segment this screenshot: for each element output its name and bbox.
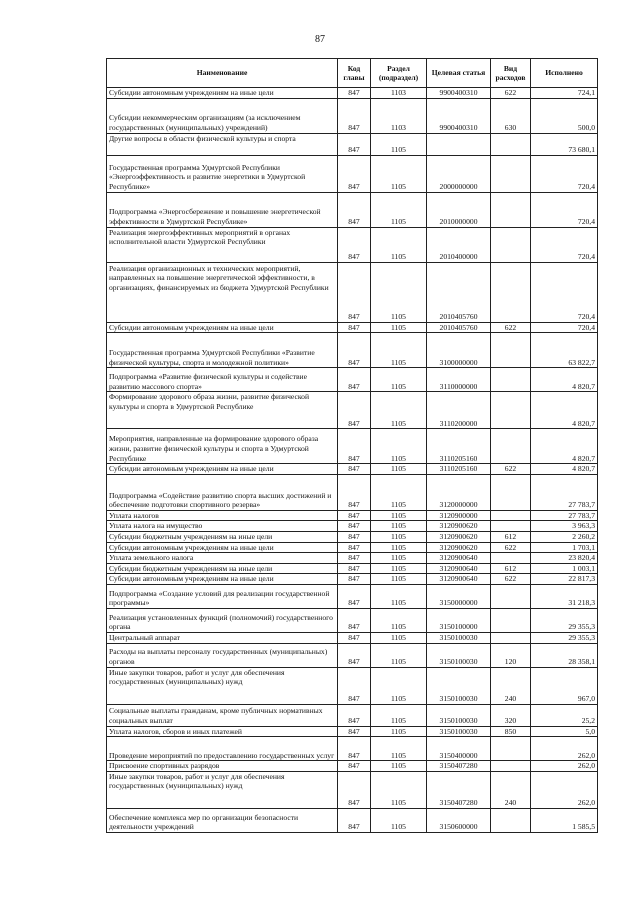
cell-name: Субсидии автономным учреждениям на иные цели	[107, 574, 338, 585]
cell-name: Обеспечение комплекса мер по организации безопасности деятельности учреждений	[107, 808, 338, 832]
cell-type	[491, 155, 531, 192]
cell-target: 3150100030	[427, 704, 491, 726]
cell-name: Уплата налога на имущество	[107, 521, 338, 532]
cell-type	[491, 227, 531, 262]
cell-executed: 1 003,1	[531, 563, 598, 574]
cell-name: Подпрограмма «Создание условий для реализации государственной программы»	[107, 584, 338, 608]
cell-name: Уплата налогов, сборов и иных платежей	[107, 726, 338, 737]
cell-executed: 29 355,3	[531, 608, 598, 632]
cell-executed: 4 820,7	[531, 429, 598, 464]
cell-type: 240	[491, 667, 531, 704]
table-row	[107, 133, 598, 155]
table-row	[107, 608, 598, 632]
cell-name: Субсидии автономным учреждениям на иные цели	[107, 322, 338, 333]
cell-executed: 262,0	[531, 771, 598, 808]
cell-executed: 720,4	[531, 322, 598, 333]
cell-executed: 1 585,5	[531, 808, 598, 832]
cell-code: 847	[338, 322, 371, 333]
cell-section: 1105	[371, 771, 427, 808]
header-type: Вид расходов	[491, 59, 531, 88]
cell-name: Подпрограмма «Развитие физической культуры и содействие развитию массового спорта»	[107, 368, 338, 392]
cell-name: Реализация организационных и технических мероприятий, направленных на повышение энергетической эффективности, в организациях, финансируемых из бюджета Удмуртской Республики	[107, 262, 338, 322]
cell-code: 847	[338, 771, 371, 808]
cell-type: 120	[491, 643, 531, 667]
cell-code: 847	[338, 227, 371, 262]
cell-name: Иные закупки товаров, работ и услуг для обеспечения государственных (муниципальных) нужд	[107, 667, 338, 704]
cell-section: 1103	[371, 98, 427, 133]
cell-code: 847	[338, 632, 371, 643]
cell-target: 3100000000	[427, 333, 491, 368]
cell-code: 847	[338, 521, 371, 532]
table-row	[107, 574, 598, 585]
cell-name: Государственная программа Удмуртской Республики «Развитие физической культуры, спорта и молодежной политики»	[107, 333, 338, 368]
cell-code: 847	[338, 510, 371, 521]
cell-name: Социальные выплаты гражданам, кроме публичных нормативных социальных выплат	[107, 704, 338, 726]
cell-code: 847	[338, 333, 371, 368]
cell-section: 1105	[371, 368, 427, 392]
cell-executed: 967,0	[531, 667, 598, 704]
cell-code: 847	[338, 262, 371, 322]
cell-code: 847	[338, 464, 371, 475]
cell-section: 1105	[371, 521, 427, 532]
table-row	[107, 429, 598, 464]
cell-type	[491, 521, 531, 532]
cell-name: Реализация установленных функций (полномочий) государственного органа	[107, 608, 338, 632]
cell-code: 847	[338, 726, 371, 737]
cell-target: 3150407280	[427, 761, 491, 772]
header-code: Код главы	[338, 59, 371, 88]
cell-target: 3150600000	[427, 808, 491, 832]
cell-executed: 720,4	[531, 227, 598, 262]
cell-target: 3150100030	[427, 726, 491, 737]
cell-name: Субсидии некоммерческим организациям (за исключением государственных (муниципальных) учреждений)	[107, 98, 338, 133]
cell-target: 2010405760	[427, 322, 491, 333]
cell-code: 847	[338, 667, 371, 704]
cell-code: 847	[338, 761, 371, 772]
cell-section: 1105	[371, 761, 427, 772]
cell-type	[491, 737, 531, 761]
cell-target: 3150400000	[427, 737, 491, 761]
cell-type	[491, 429, 531, 464]
cell-target: 3150100000	[427, 608, 491, 632]
cell-name: Субсидии автономным учреждениям на иные цели	[107, 88, 338, 99]
cell-target: 3110205160	[427, 464, 491, 475]
cell-type: 622	[491, 464, 531, 475]
cell-type	[491, 808, 531, 832]
cell-name: Другие вопросы в области физической культуры и спорта	[107, 133, 338, 155]
cell-section: 1105	[371, 227, 427, 262]
cell-section: 1105	[371, 584, 427, 608]
cell-type	[491, 192, 531, 227]
cell-name: Подпрограмма «Содействие развитию спорта высших достижений и обеспечение подготовки спортивного резерва»	[107, 474, 338, 510]
cell-target: 3150100030	[427, 667, 491, 704]
table-row	[107, 808, 598, 832]
cell-section: 1105	[371, 574, 427, 585]
cell-code: 847	[338, 192, 371, 227]
cell-target: 2000000000	[427, 155, 491, 192]
page-number: 87	[315, 34, 325, 45]
table-row	[107, 333, 598, 368]
table-row	[107, 584, 598, 608]
cell-code: 847	[338, 133, 371, 155]
cell-executed: 2 260,2	[531, 531, 598, 542]
table-row	[107, 771, 598, 808]
cell-executed: 25,2	[531, 704, 598, 726]
cell-section: 1105	[371, 262, 427, 322]
cell-type: 612	[491, 563, 531, 574]
cell-type	[491, 761, 531, 772]
cell-name: Субсидии бюджетным учреждениям на иные цели	[107, 531, 338, 542]
table-row	[107, 563, 598, 574]
cell-code: 847	[338, 531, 371, 542]
cell-name: Подпрограмма «Энергосбережение и повышение энергетической эффективности в Удмуртской Республике»	[107, 192, 338, 227]
cell-executed: 31 218,3	[531, 584, 598, 608]
cell-code: 847	[338, 563, 371, 574]
cell-name: Уплата земельного налога	[107, 553, 338, 564]
cell-target: 3150407280	[427, 771, 491, 808]
table-header	[107, 59, 598, 88]
cell-section: 1105	[371, 510, 427, 521]
table-row	[107, 98, 598, 133]
cell-type	[491, 133, 531, 155]
cell-target: 3120900620	[427, 542, 491, 553]
cell-target: 3150100030	[427, 632, 491, 643]
cell-executed: 262,0	[531, 737, 598, 761]
cell-code: 847	[338, 808, 371, 832]
cell-executed: 29 355,3	[531, 632, 598, 643]
cell-section: 1105	[371, 542, 427, 553]
cell-executed: 28 358,1	[531, 643, 598, 667]
table-row	[107, 88, 598, 99]
cell-code: 847	[338, 584, 371, 608]
cell-code: 847	[338, 542, 371, 553]
cell-target: 9900400310	[427, 88, 491, 99]
cell-section: 1105	[371, 392, 427, 429]
cell-type	[491, 608, 531, 632]
cell-code: 847	[338, 88, 371, 99]
table-row	[107, 643, 598, 667]
table-body	[107, 88, 598, 833]
cell-type	[491, 392, 531, 429]
cell-executed: 23 820,4	[531, 553, 598, 564]
cell-target: 3120900640	[427, 574, 491, 585]
cell-target: 2010400000	[427, 227, 491, 262]
cell-code: 847	[338, 608, 371, 632]
table-row	[107, 632, 598, 643]
header-executed: Исполнено	[531, 59, 598, 88]
cell-code: 847	[338, 155, 371, 192]
cell-target: 2010000000	[427, 192, 491, 227]
table-row	[107, 155, 598, 192]
cell-target: 2010405760	[427, 262, 491, 322]
cell-name: Субсидии бюджетным учреждениям на иные цели	[107, 563, 338, 574]
cell-section: 1105	[371, 563, 427, 574]
cell-name: Реализация энергоэффективных мероприятий в органах исполнительной власти Удмуртской Республики	[107, 227, 338, 262]
table-row	[107, 192, 598, 227]
cell-type	[491, 262, 531, 322]
cell-code: 847	[338, 574, 371, 585]
header-section: Раздел (подраздел)	[371, 59, 427, 88]
cell-target: 9900400310	[427, 98, 491, 133]
cell-executed: 63 822,7	[531, 333, 598, 368]
cell-code: 847	[338, 704, 371, 726]
cell-code: 847	[338, 553, 371, 564]
cell-type	[491, 553, 531, 564]
table-row	[107, 262, 598, 322]
cell-type: 622	[491, 88, 531, 99]
cell-section: 1105	[371, 726, 427, 737]
cell-executed: 720,4	[531, 192, 598, 227]
cell-name: Иные закупки товаров, работ и услуг для обеспечения государственных (муниципальных) нужд	[107, 771, 338, 808]
cell-type	[491, 368, 531, 392]
table-row	[107, 531, 598, 542]
cell-target: 3110205160	[427, 429, 491, 464]
cell-executed: 1 703,1	[531, 542, 598, 553]
header-name: Наименование	[107, 59, 338, 88]
cell-section: 1105	[371, 667, 427, 704]
table-row	[107, 227, 598, 262]
cell-executed: 4 820,7	[531, 464, 598, 475]
cell-target: 3110000000	[427, 368, 491, 392]
cell-section: 1105	[371, 474, 427, 510]
cell-type	[491, 474, 531, 510]
cell-target	[427, 133, 491, 155]
cell-section: 1105	[371, 133, 427, 155]
cell-code: 847	[338, 429, 371, 464]
cell-name: Проведение мероприятий по предоставлению государственных услуг	[107, 737, 338, 761]
cell-code: 847	[338, 643, 371, 667]
cell-name: Государственная программа Удмуртской Республики «Энергоэффективность и развитие энергетики в Удмуртской Республике»	[107, 155, 338, 192]
cell-name: Расходы на выплаты персоналу государственных (муниципальных) органов	[107, 643, 338, 667]
header-row	[107, 59, 598, 88]
cell-section: 1105	[371, 333, 427, 368]
cell-executed: 500,0	[531, 98, 598, 133]
cell-code: 847	[338, 474, 371, 510]
table-row	[107, 510, 598, 521]
cell-type	[491, 632, 531, 643]
table-row	[107, 521, 598, 532]
cell-target: 3120900640	[427, 563, 491, 574]
cell-section: 1105	[371, 808, 427, 832]
cell-code: 847	[338, 392, 371, 429]
cell-executed: 22 817,3	[531, 574, 598, 585]
cell-section: 1105	[371, 632, 427, 643]
cell-type	[491, 333, 531, 368]
cell-type: 850	[491, 726, 531, 737]
cell-name: Присвоение спортивных разрядов	[107, 761, 338, 772]
cell-target: 3120900620	[427, 521, 491, 532]
table-row	[107, 474, 598, 510]
cell-executed: 720,4	[531, 155, 598, 192]
cell-executed: 3 963,3	[531, 521, 598, 532]
cell-section: 1105	[371, 429, 427, 464]
cell-name: Центральный аппарат	[107, 632, 338, 643]
cell-name: Формирование здорового образа жизни, развитие физической культуры и спорта в Удмуртской Республике	[107, 392, 338, 429]
cell-type: 622	[491, 542, 531, 553]
cell-name: Субсидии автономным учреждениям на иные цели	[107, 464, 338, 475]
cell-type: 622	[491, 322, 531, 333]
cell-section: 1105	[371, 608, 427, 632]
cell-executed: 262,0	[531, 761, 598, 772]
cell-name: Мероприятия, направленные на формирование здорового образа жизни, развитие физической культуры и спорта в Удмуртской Республике	[107, 429, 338, 464]
table-row	[107, 322, 598, 333]
cell-type: 612	[491, 531, 531, 542]
cell-target: 3120900640	[427, 553, 491, 564]
table-row	[107, 667, 598, 704]
cell-target: 3110200000	[427, 392, 491, 429]
cell-executed: 720,4	[531, 262, 598, 322]
cell-section: 1105	[371, 322, 427, 333]
cell-type: 320	[491, 704, 531, 726]
cell-target: 3120000000	[427, 474, 491, 510]
cell-type: 622	[491, 574, 531, 585]
cell-executed: 4 820,7	[531, 368, 598, 392]
table-row	[107, 726, 598, 737]
cell-section: 1105	[371, 553, 427, 564]
cell-type: 240	[491, 771, 531, 808]
cell-section: 1105	[371, 531, 427, 542]
header-target: Целевая статья	[427, 59, 491, 88]
cell-executed: 73 680,1	[531, 133, 598, 155]
cell-name: Субсидии автономным учреждениям на иные цели	[107, 542, 338, 553]
table-row	[107, 464, 598, 475]
table-row	[107, 737, 598, 761]
cell-executed: 4 820,7	[531, 392, 598, 429]
cell-code: 847	[338, 368, 371, 392]
cell-executed: 27 783,7	[531, 474, 598, 510]
cell-executed: 5,0	[531, 726, 598, 737]
cell-type	[491, 510, 531, 521]
cell-target: 3150000000	[427, 584, 491, 608]
table-row	[107, 368, 598, 392]
table-row	[107, 553, 598, 564]
cell-executed: 724,1	[531, 88, 598, 99]
cell-name: Уплата налогов	[107, 510, 338, 521]
cell-section: 1105	[371, 737, 427, 761]
table-row	[107, 392, 598, 429]
cell-executed: 27 783,7	[531, 510, 598, 521]
cell-code: 847	[338, 98, 371, 133]
cell-type	[491, 584, 531, 608]
cell-section: 1103	[371, 88, 427, 99]
cell-section: 1105	[371, 155, 427, 192]
cell-type: 630	[491, 98, 531, 133]
budget-table	[106, 58, 598, 833]
table-row	[107, 704, 598, 726]
cell-code: 847	[338, 737, 371, 761]
cell-target: 3120900000	[427, 510, 491, 521]
cell-target: 3120900620	[427, 531, 491, 542]
cell-section: 1105	[371, 704, 427, 726]
table-row	[107, 542, 598, 553]
cell-target: 3150100030	[427, 643, 491, 667]
cell-section: 1105	[371, 464, 427, 475]
cell-section: 1105	[371, 192, 427, 227]
table-row	[107, 761, 598, 772]
cell-section: 1105	[371, 643, 427, 667]
